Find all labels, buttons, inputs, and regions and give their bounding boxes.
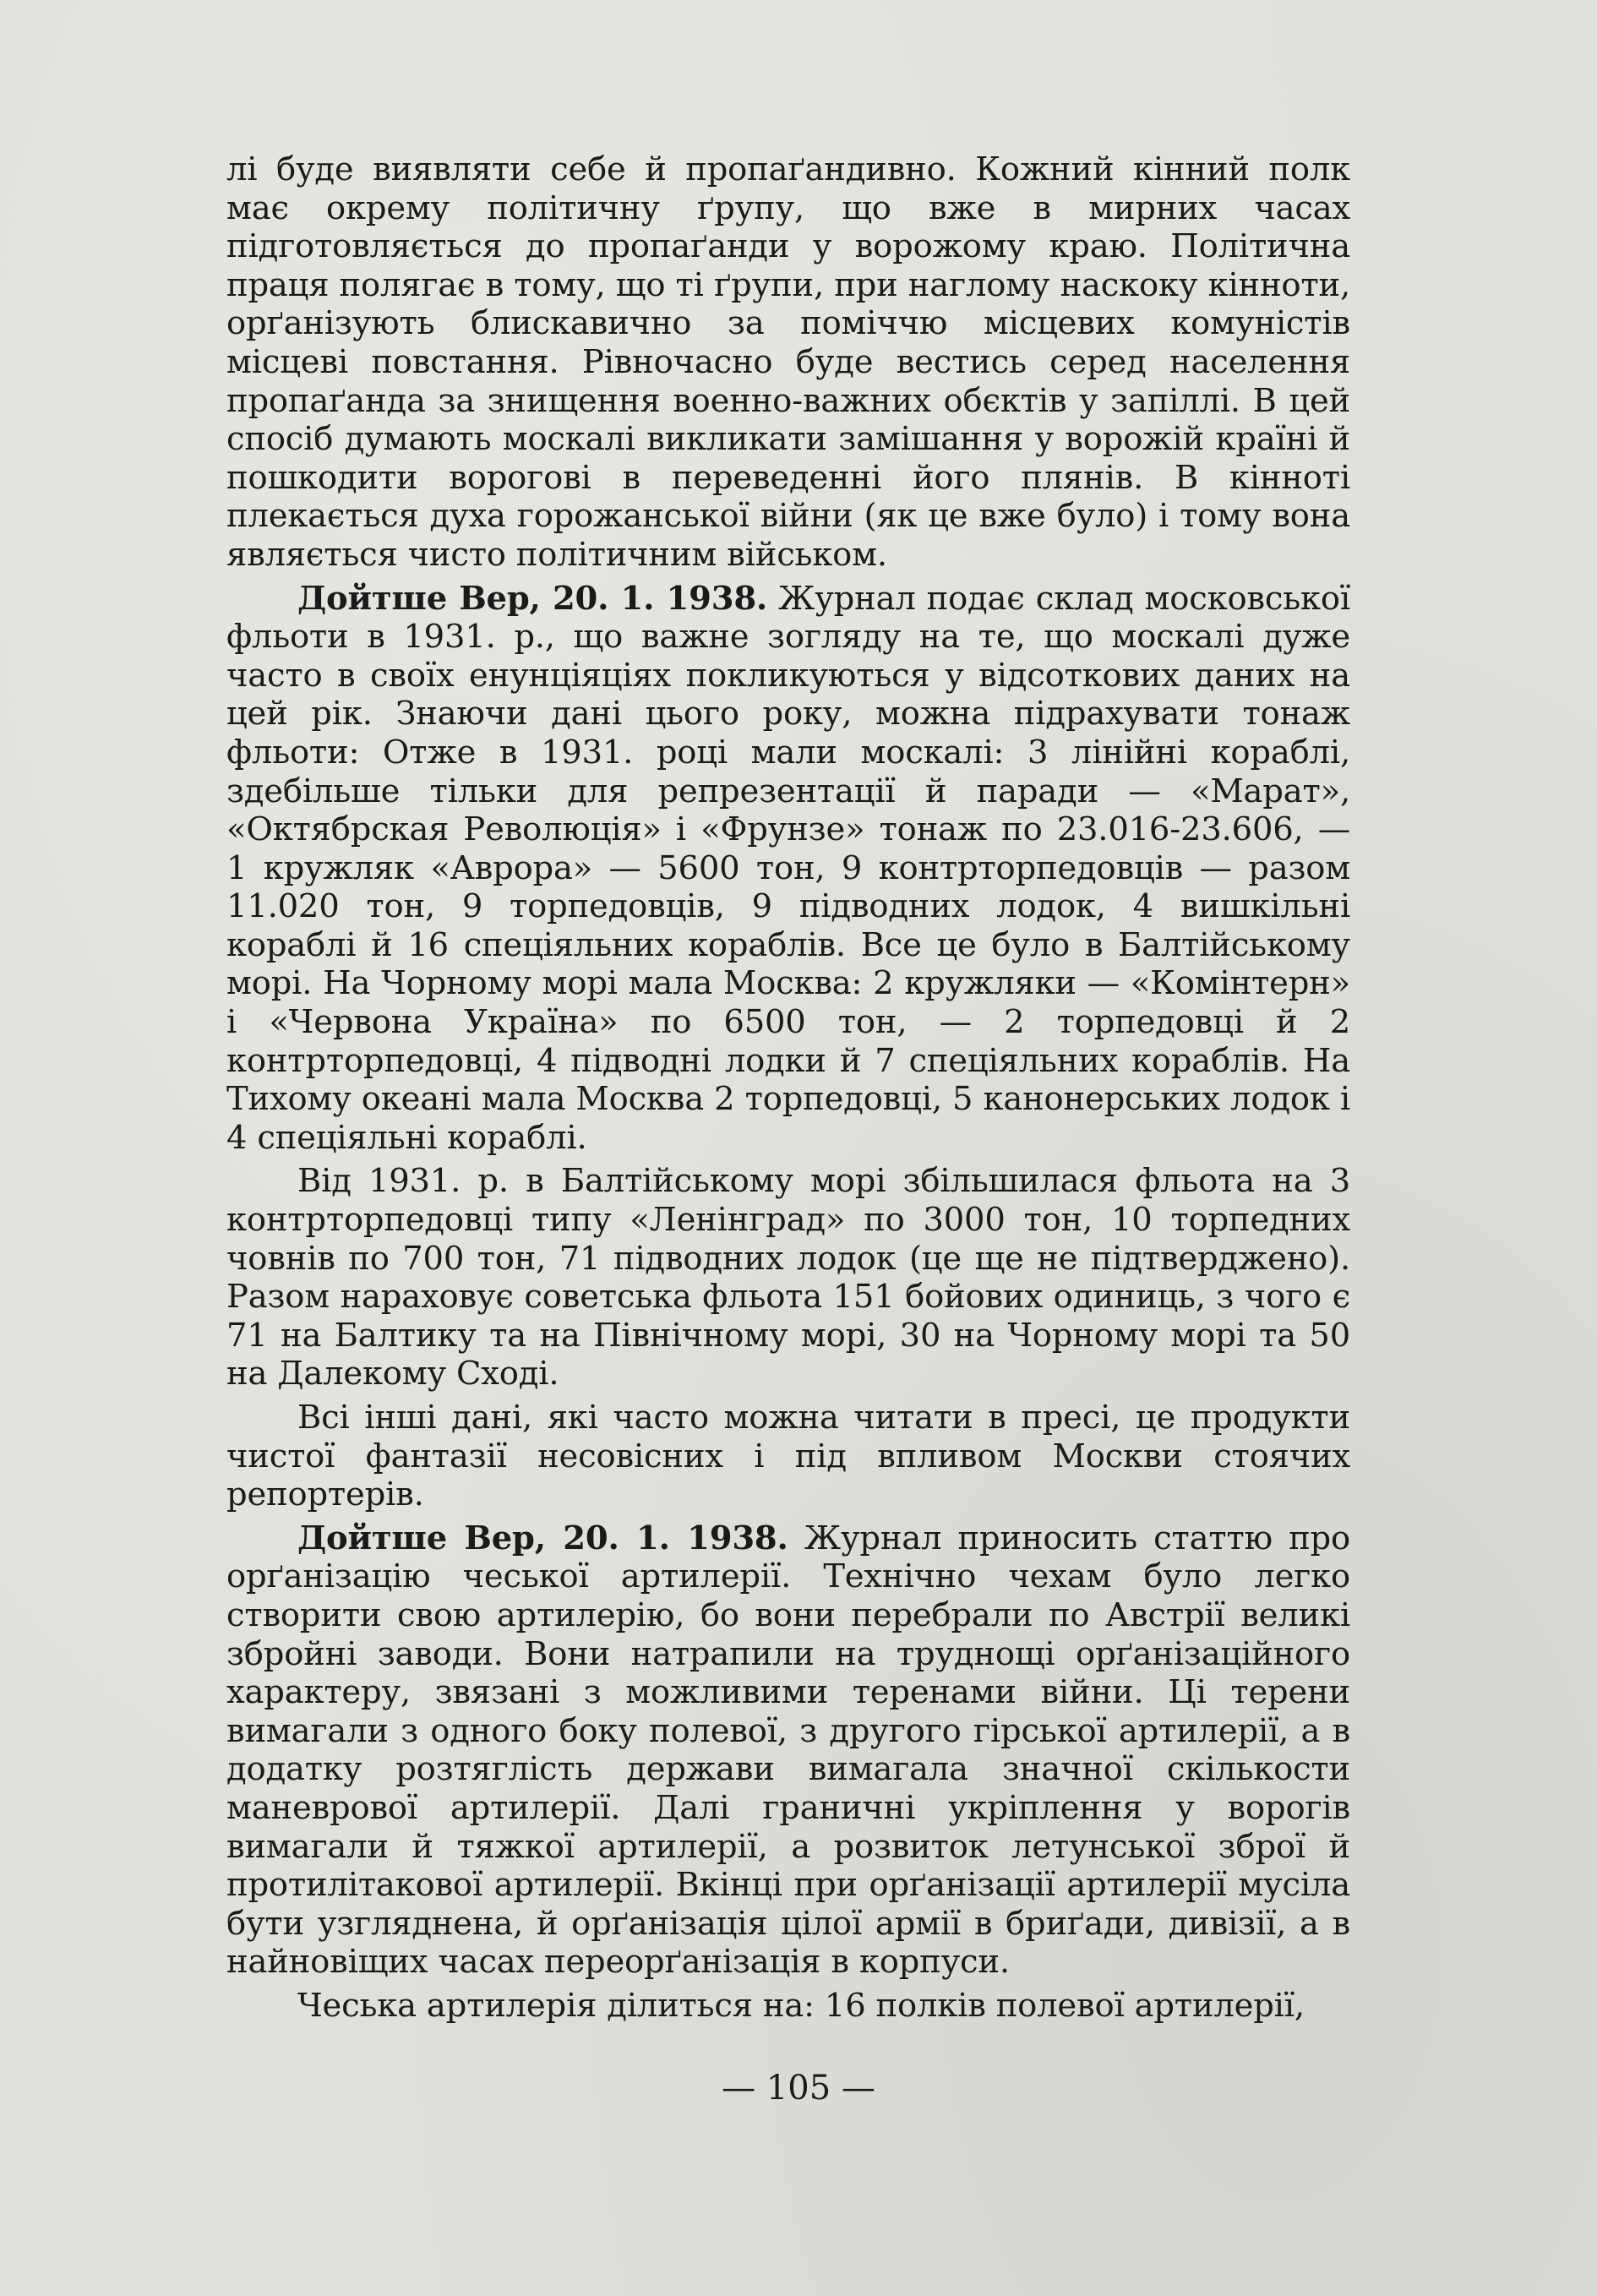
paragraph-6-text: Чеська артилерія ділиться на: 16 полків полевої артилерії, (297, 1986, 1305, 2025)
paragraph-2-text: Журнал подає склад московської фльоти в 1931. р., що важне зогляду на те, що москалі дуже часто в своїх енунціяціях покликуються у відсоткових даних на цей рік. Знаючи дані цього року, можна підрахувати тонаж фльоти: Отже в 1931. році мали москалі: 3 лінійні кораблі, здебільше тільки для репрезентації й паради — «Марат», «Октябрская Революція» і «Фрунзе» тонаж по 23.016-23.606, — 1 кружляк «Аврора» — 5600 тон, 9 контрторпедовців — разом 11.020 тон, 9 торпедовців, 9 підводних лодок, 4 вишкільні кораблі й 16 спеціяльних кораблів. Все це було в Балтійському морі. На Чорному морі мала Москва: 2 кружляки — «Комінтерн» і «Червона Україна» по 6500 тон, — 2 торпедовці й 2 контрторпедовці, 4 підводні лодки й 7 спеціяльних кораблів. На Тихому океані мала Москва 2 торпедовці, 5 канонерських лодок і 4 спеціяльні кораблі. (226, 579, 1350, 1157)
paragraph-4-text: Всі інші дані, які часто можна читати в пресі, це продукти чистої фантазії несовісних і під впливом Москви стоячих репортерів. (226, 1399, 1350, 1514)
paragraph-1-text: лі буде виявляти себе й пропаґандивно. Кожний кінний полк має окрему політичну ґрупу, що вже в мирних часах підготовляється до пропаґанди у ворожому краю. Політична праця полягає в тому, що ті ґрупи, при наглому наскоку кінноти, орґанізують блискавично за поміччю місцевих комуністів місцеві повстання. Рівночасно буде вестись серед населення пропаґанда за знищення военно-важних обєктів у запіллі. В цей спосіб думають москалі викликати замішання у ворожій країні й пошкодити ворогові в переведенні його плянів. В кінноті плекається духа горожанської війни (як це вже було) і тому вона являється чисто політичним військом. (226, 150, 1350, 574)
paragraph-3-text: Від 1931. р. в Балтійському морі збільшилася фльота на 3 контрторпедовці типу «Ленінград» по 3000 тон, 10 торпедних човнів по 700 тон, 71 підводних лодок (це ще не підтверджено). Разом нараховує советська фльота 151 бойових одиниць, з чого є 71 на Балтику та на Північному морі, 30 на Чорному морі та 50 на Далекому Сході. (226, 1162, 1350, 1393)
paragraph-4 (226, 1399, 1350, 1514)
paragraph-3 (226, 1162, 1350, 1393)
paragraph-5-lead: Дойтше Вер, 20. 1. 1938. (297, 1519, 788, 1557)
paragraph-2 (226, 580, 1350, 1158)
paragraph-1 (226, 150, 1350, 575)
page-number: — 105 — (722, 2069, 875, 2108)
paragraph-5-text: Журнал приносить статтю про орґанізацію чеської артилерії. Технічно чехам було легко створити свою артилерію, бо вони перебрали по Австрії великі збройні заводи. Вони натрапили на труднощі орґанізаційного характеру, звязані з можливими теренами війни. Ці терени вимагали з одного боку полевої, з другого гірської артилерії, а в додатку розтяглість держави вимагала значної скількости маневрової артилерії. Далі граничні укріплення у ворогів вимагали й тяжкої артилерії, а розвиток летунської зброї й протилітакової артилерії. Вкінці при орґанізації артилерії мусіла бути узгляднена, й орґанізація цілої армії в бриґади, дивізії, а в найновіщих часах переорґанізація в корпуси. (226, 1519, 1350, 1982)
paragraph-6 (226, 1987, 1350, 2026)
page-text-body (226, 150, 1350, 2031)
paragraph-2-lead: Дойтше Вер, 20. 1. 1938. (297, 579, 768, 618)
paragraph-5 (226, 1519, 1350, 1982)
